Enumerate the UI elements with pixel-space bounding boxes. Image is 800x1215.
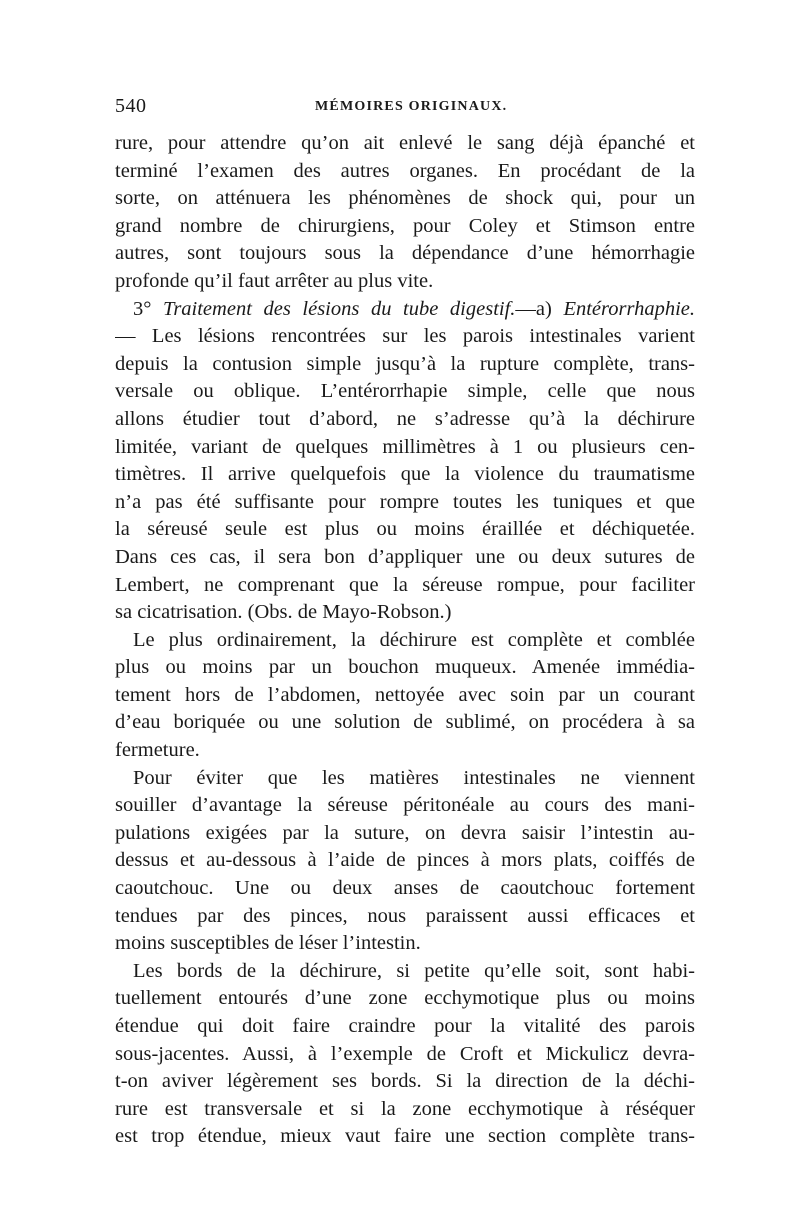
text-line: Le plus ordinairement, la déchirure est complète et comblée [133, 628, 695, 651]
text-line: versale ou oblique. L’entérorrhapie simple, celle que nous [115, 380, 695, 403]
text-line: t-on aviver légèrement ses bords. Si la direction de la déchi- [115, 1070, 695, 1093]
text-line: — Les lésions rencontrées sur les parois intestinales varient [115, 325, 695, 348]
text-line: rure est transversale et si la zone ecchymotique à réséquer [115, 1097, 695, 1120]
text-line: tendues par des pinces, nous paraissent aussi efficaces et [115, 904, 695, 927]
text-segment: —a) [515, 297, 564, 320]
text-line: rure, pour attendre qu’on ait enlevé le sang déjà épanché et [115, 132, 695, 154]
text-line: pulations exigées par la suture, on devra saisir l’intestin au- [115, 821, 695, 844]
text-line: fermeture. [115, 739, 200, 762]
text-line: la séreusé seule est plus ou moins éraillée et déchiquetée. [115, 518, 695, 541]
text-line: grand nombre de chirurgiens, pour Coley et Stimson entre [115, 214, 695, 237]
text-line: dessus et au-dessous à l’aide de pinces à mors plats, coiffés de [115, 849, 695, 872]
text-line: Les bords de la déchirure, si petite qu’elle soit, sont habi- [133, 959, 695, 982]
text-line: sorte, on atténuera les phénomènes de shock qui, pour un [115, 187, 695, 210]
text-segment: 3° [133, 297, 164, 320]
text-line: tement hors de l’abdomen, nettoyée avec soin par un courant [115, 683, 695, 706]
text-line: est trop étendue, mieux vaut faire une section complète trans- [115, 1125, 695, 1148]
text-line: Dans ces cas, il sera bon d’appliquer une ou deux sutures de [115, 545, 695, 568]
text-line: n’a pas été suffisante pour rompre toutes les tuniques et que [115, 490, 695, 513]
italic-segment: Traitement des lésions du tube digestif. [163, 297, 516, 320]
text-line: depuis la contusion simple jusqu’à la rupture complète, trans- [115, 352, 695, 375]
text-line: sa cicatrisation. (Obs. de Mayo-Robson.) [115, 601, 452, 624]
text-line: étendue qui doit faire craindre pour la vitalité des parois [115, 1015, 695, 1037]
text-line: tuellement entourés d’une zone ecchymotique plus ou moins [115, 987, 695, 1010]
text-line: plus ou moins par un bouchon muqueux. Amenée immédia- [115, 656, 695, 679]
text-line: caoutchouc. Une ou deux anses de caoutchouc fortement [115, 877, 695, 900]
text-line: souiller d’avantage la séreuse péritonéale au cours des mani- [115, 794, 695, 817]
running-head-title: MÉMOIRES ORIGINAUX. [315, 99, 508, 114]
text-line: Pour éviter que les matières intestinales ne viennent [133, 766, 695, 789]
italic-segment: Entérorrhaphie. [563, 297, 695, 320]
text-line: profonde qu’il faut arrêter au plus vite. [115, 269, 434, 292]
text-line: timètres. Il arrive quelquefois que la violence du traumatisme [115, 463, 695, 486]
text-line [115, 296, 695, 324]
text-line: sous-jacentes. Aussi, à l’exemple de Croft et Mickulicz devra- [115, 1042, 695, 1065]
body-text [115, 130, 695, 1151]
text-line: terminé l’examen des autres organes. En procédant de la [115, 159, 695, 182]
text-line: d’eau boriquée ou une solution de sublimé, on procédera à sa [115, 711, 695, 734]
text-line: limitée, variant de quelques millimètres à 1 ou plusieurs cen- [115, 435, 695, 458]
running-head [115, 95, 695, 121]
text-line: allons étudier tout d’abord, ne s’adresse qu’à la déchirure [115, 407, 695, 430]
text-line: autres, sont toujours sous la dépendance d’une hémorrhagie [115, 242, 695, 265]
text-line: moins susceptibles de léser l’intestin. [115, 932, 421, 955]
text-line: Lembert, ne comprenant que la séreuse rompue, pour faciliter [115, 573, 695, 596]
page-number: 540 [115, 95, 147, 117]
